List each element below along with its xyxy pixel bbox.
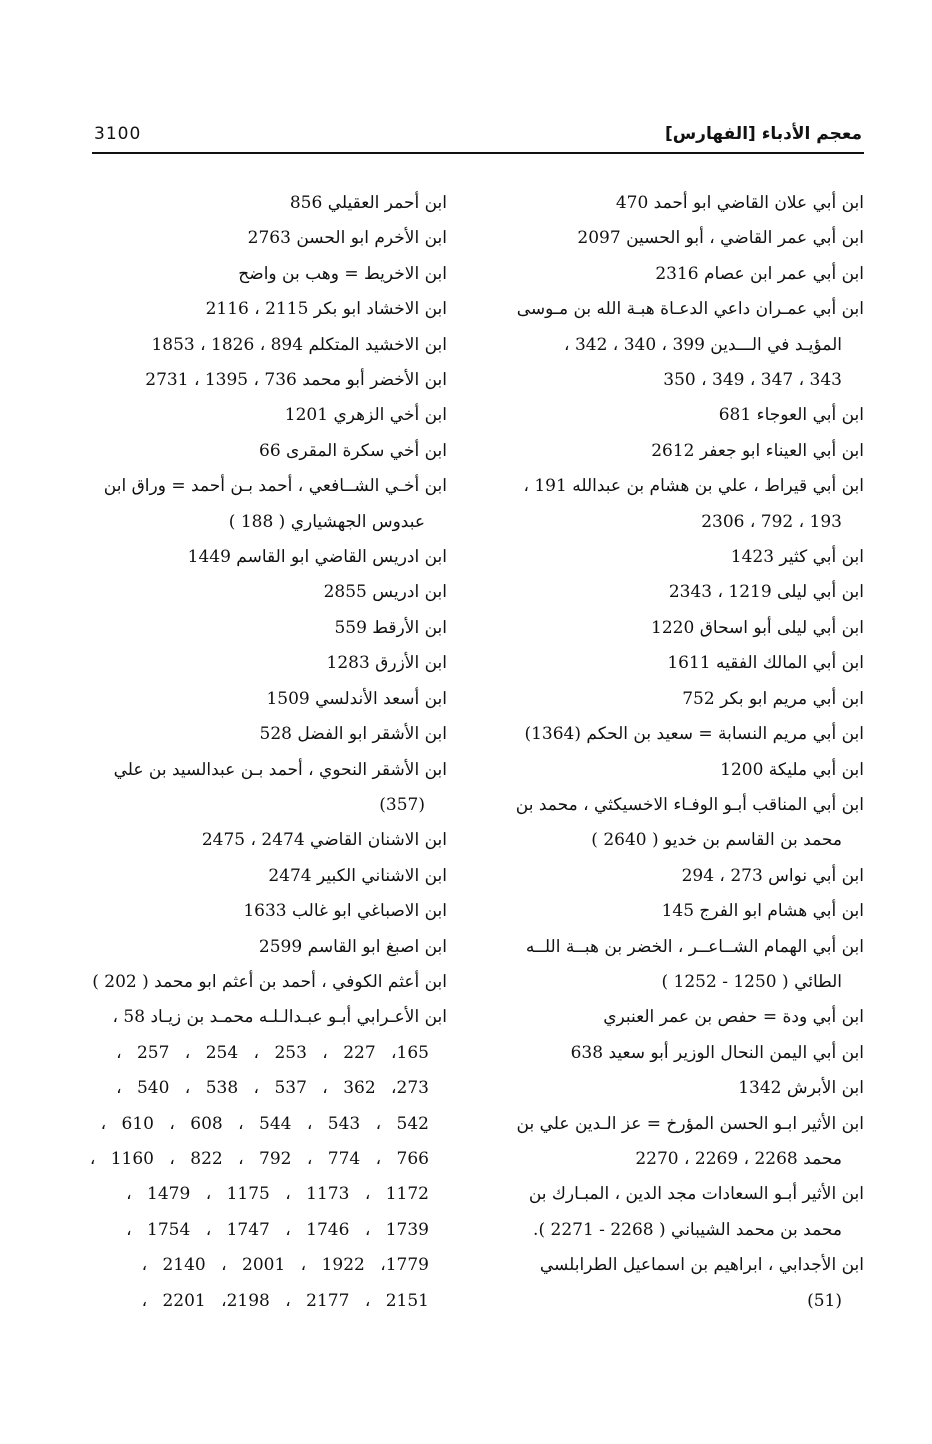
index-entry-continuation: (51): [807, 1290, 842, 1311]
index-entry: ابن أبي كثير 1423: [730, 547, 864, 568]
index-entry: ابن أعثم الكوفي ، أحمد بن أعثم ابو محمد ( 202 ): [92, 971, 447, 992]
index-entry: ابن أبي نواس 273 ، 294: [681, 865, 864, 886]
index-entry-continuation: 193 ، 792 ، 2306: [701, 511, 842, 532]
page-reference-list: 1739 ، 1746 ، 1747 ، 1754 ،: [126, 1219, 429, 1240]
index-entry: ابن الأبرش 1342: [738, 1078, 864, 1099]
index-entry-continuation: محمد 2268 ، 2269 ، 2270: [635, 1148, 842, 1169]
index-entry: ابن أبي عمـران داعي الدعـاة هبـة الله بن مـوسى: [516, 299, 864, 320]
header-rule: [92, 152, 864, 154]
index-entry: ابن أبي مريم النسابة = سعيد بن الحكم (1364): [524, 724, 864, 745]
page-reference-list: 165، 227 ، 253 ، 254 ، 257 ،: [116, 1042, 429, 1063]
index-entry: ابن اصبغ ابو القاسم 2599: [258, 936, 447, 957]
index-entry-continuation: 343 ، 347 ، 349 ، 350: [663, 370, 842, 391]
page-reference-list: 2151 ، 2177 ، 2198، 2201 ،: [141, 1290, 429, 1311]
index-entry: ابن أبي العوجاء 681: [718, 405, 864, 426]
index-entry: ابن أبي هشام ابو الفرج 145: [661, 901, 864, 922]
index-column-right: [489, 186, 864, 1319]
index-entry: ابن أخـي الشــافعي ، أحمد بـن أحمد = وراق ابن: [103, 476, 447, 497]
index-entry: ابن أبي اليمن النحال الوزير أبو سعيد 638: [570, 1042, 864, 1063]
index-entry: ابن ادريس القاضي ابو القاسم 1449: [187, 547, 447, 568]
index-entry: ابن ادريس 2855: [323, 582, 447, 603]
page-reference-list: 766 ، 774 ، 792 ، 822 ، 1160 ،: [89, 1148, 429, 1169]
index-entry: ابن الأخرم ابو الحسن 2763: [247, 228, 447, 249]
index-entry: ابن أبي مليكة 1200: [720, 759, 864, 780]
index-entry: ابن أبي قيراط ، علي بن هشام بن عبدالله 191 ،: [523, 476, 864, 497]
page-number: 3100: [94, 124, 142, 144]
index-entry: ابن الاخشاد ابو بكر 2115 ، 2116: [205, 299, 447, 320]
index-entry: ابن الأجدابي ، ابراهيم بن اسماعيل الطرابلسي: [539, 1255, 864, 1276]
index-entry: ابن أبي ليلى أبو اسحاق 1220: [651, 617, 864, 638]
index-entry: ابن الاشنان القاضي 2474 ، 2475: [201, 830, 447, 851]
index-entry: ابن أخي الزهري 1201: [284, 405, 447, 426]
index-entry: ابن أبي العيناء ابو جعفر 2612: [651, 440, 864, 461]
index-entry-continuation: عبدوس الجهشياري ( 188 ): [228, 511, 425, 532]
index-entry: ابن الاصباغي ابو غالب 1633: [243, 901, 447, 922]
index-entry: ابن الأرقط 559: [334, 617, 447, 638]
page-reference-list: 273، 362 ، 537 ، 538 ، 540 ،: [116, 1078, 429, 1099]
index-entry: ابن أخي سكرة المقرى 66: [259, 440, 447, 461]
index-entry: ابن الأخضر أبو محمد 736 ، 1395 ، 2731: [145, 370, 447, 391]
index-entry: ابن أبي الهمام الشــاعــر ، الخضر بن هبــة اللــه: [525, 936, 864, 957]
index-entry: ابن الأعـرابي أبـو عبـدالـلـه محمـد بن زيـاد 58 ،: [112, 1007, 447, 1028]
index-entry: ابن الأشقر ابو الفضل 528: [259, 724, 447, 745]
index-entry: ابن الأثير أبـو السعادات مجد الدين ، المبـارك بن: [528, 1184, 864, 1205]
index-entry: ابن أبي المناقب أبـو الوفـاء الاخسيكثي ، محمد بن: [515, 794, 864, 815]
index-entry: ابن الاخشيد المتكلم 894 ، 1826 ، 1853: [151, 334, 447, 355]
index-entry: ابن أبي المالك الفقيه 1611: [667, 653, 864, 674]
page-reference-list: 542 ، 543 ، 544 ، 608 ، 610 ،: [100, 1113, 429, 1134]
page-reference-list: 1172 ، 1173 ، 1175 ، 1479 ،: [126, 1184, 429, 1205]
index-entry-continuation: (357): [379, 794, 425, 815]
index-entry-continuation: الطائي ( 1250 - 1252 ): [661, 971, 842, 992]
page-reference-list: 1779، 1922 ، 2001 ، 2140 ،: [141, 1255, 429, 1276]
index-entry: ابن أحمر العقيلي 856: [289, 193, 447, 213]
index-entry: ابن الأشقر النحوي ، أحمد بـن عبدالسيد بن علي: [113, 759, 447, 780]
index-entry: ابن أبي مريم ابو بكر 752: [682, 688, 864, 709]
index-entry: ابن الاشناني الكبير 2474: [268, 865, 447, 886]
index-entry-continuation: محمد بن القاسم بن خديو ( 2640 ): [591, 830, 842, 851]
running-header-title: معجم الأدباء [الفهارس]: [664, 124, 862, 144]
index-entry: ابن الاخريط = وهب بن واضح: [238, 263, 447, 284]
index-column-left: [77, 186, 447, 1319]
index-entry: ابن أبي علان القاضي ابو أحمد 470: [615, 193, 864, 213]
index-entry: ابن أبي عمر القاضي ، أبو الحسين 2097: [577, 228, 864, 249]
index-entry: ابن أبي ودة = حفص بن عمر العنبري: [603, 1007, 864, 1028]
index-entry: ابن أبي عمر ابن عصام 2316: [655, 263, 864, 284]
index-entry-continuation: المؤيـد في الـــدين 399 ، 340 ، 342 ،: [564, 334, 842, 355]
index-entry-continuation: محمد بن محمد الشيباني ( 2268 - 2271 ).: [533, 1219, 842, 1240]
index-entry: ابن أسعد الأندلسي 1509: [266, 688, 447, 709]
index-entry: ابن أبي ليلى 1219 ، 2343: [668, 582, 864, 603]
index-entry: ابن الأثير ابـو الحسن المؤرخ = عز الـدين علي بن: [516, 1113, 864, 1134]
index-entry: ابن الأزرق 1283: [326, 653, 447, 674]
